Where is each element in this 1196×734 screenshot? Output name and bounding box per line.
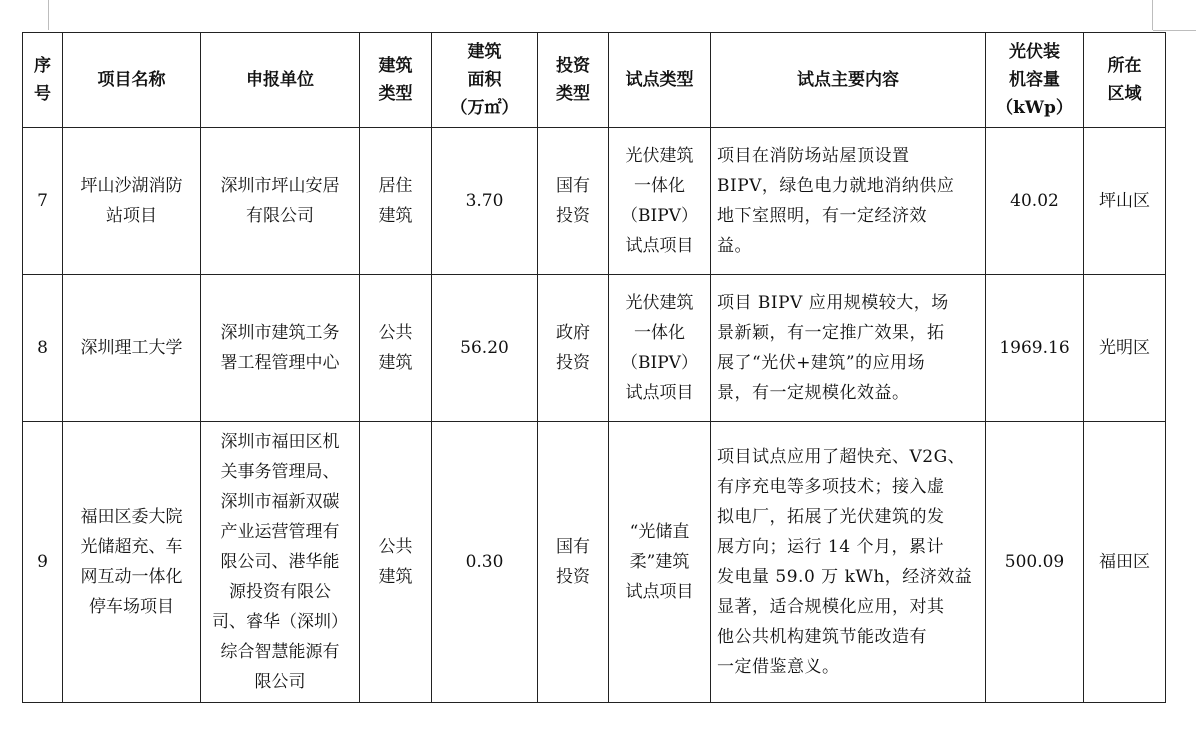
cell-region: 福田区 (1084, 422, 1166, 703)
header-name: 项目名称 (63, 33, 201, 128)
page-corner-mark-left (48, 0, 49, 30)
header-region: 所在 区域 (1084, 33, 1166, 128)
cell-area: 56.20 (432, 275, 538, 422)
header-unit: 申报单位 (201, 33, 360, 128)
cell-pilot-type: 光伏建筑 一体化 （BIPV） 试点项目 (609, 128, 711, 275)
cell-unit: 深圳市建筑工务 署工程管理中心 (201, 275, 360, 422)
header-capacity: 光伏装 机容量 （kWp） (986, 33, 1084, 128)
page-corner-mark-right (1152, 0, 1153, 30)
cell-main-content: 项目在消防场站屋顶设置 BIPV，绿色电力就地消纳供应 地下室照明，有一定经济效 益。 (711, 128, 986, 275)
header-row (23, 33, 1166, 128)
cell-building-type: 公共 建筑 (360, 422, 432, 703)
header-seq: 序 号 (23, 33, 63, 128)
cell-project-name: 深圳理工大学 (63, 275, 201, 422)
cell-area: 0.30 (432, 422, 538, 703)
cell-main-content: 项目 BIPV 应用规模较大，场 景新颖，有一定推广效果，拓 展了“光伏+建筑”的应用场 景，有一定规模化效益。 (711, 275, 986, 422)
table-row (23, 275, 1166, 422)
header-main-content: 试点主要内容 (711, 33, 986, 128)
cell-capacity: 500.09 (986, 422, 1084, 703)
cell-investment-type: 政府 投资 (538, 275, 609, 422)
cell-area: 3.70 (432, 128, 538, 275)
pilot-project-table (22, 32, 1166, 703)
cell-building-type: 居住 建筑 (360, 128, 432, 275)
header-pilot-type: 试点类型 (609, 33, 711, 128)
cell-capacity: 1969.16 (986, 275, 1084, 422)
cell-capacity: 40.02 (986, 128, 1084, 275)
cell-pilot-type: “光储直 柔”建筑 试点项目 (609, 422, 711, 703)
cell-seq: 8 (23, 275, 63, 422)
cell-unit: 深圳市福田区机 关事务管理局、 深圳市福新双碳 产业运营管理有 限公司、港华能 源投资有限公 司、睿华（深圳） 综合智慧能源有 限公司 (201, 422, 360, 703)
cell-seq: 9 (23, 422, 63, 703)
cell-main-content: 项目试点应用了超快充、V2G、 有序充电等多项技术；接入虚 拟电厂，拓展了光伏建筑的发 展方向；运行 14 个月，累计 发电量 59.0 万 kWh，经济效益 显著，适合规模化应用，对其 他公共机构建筑节能改造有 一定借鉴意义。 (711, 422, 986, 703)
cell-pilot-type: 光伏建筑 一体化 （BIPV） 试点项目 (609, 275, 711, 422)
page-corner-mark-right-horizontal (1153, 30, 1196, 31)
cell-project-name: 福田区委大院 光储超充、车 网互动一体化 停车场项目 (63, 422, 201, 703)
table-row (23, 422, 1166, 703)
cell-seq: 7 (23, 128, 63, 275)
cell-region: 光明区 (1084, 275, 1166, 422)
table-row (23, 128, 1166, 275)
cell-project-name: 坪山沙湖消防 站项目 (63, 128, 201, 275)
header-building-type: 建筑 类型 (360, 33, 432, 128)
cell-investment-type: 国有 投资 (538, 128, 609, 275)
cell-region: 坪山区 (1084, 128, 1166, 275)
cell-building-type: 公共 建筑 (360, 275, 432, 422)
header-area: 建筑 面积 （万㎡） (432, 33, 538, 128)
cell-unit: 深圳市坪山安居 有限公司 (201, 128, 360, 275)
header-investment-type: 投资 类型 (538, 33, 609, 128)
cell-investment-type: 国有 投资 (538, 422, 609, 703)
